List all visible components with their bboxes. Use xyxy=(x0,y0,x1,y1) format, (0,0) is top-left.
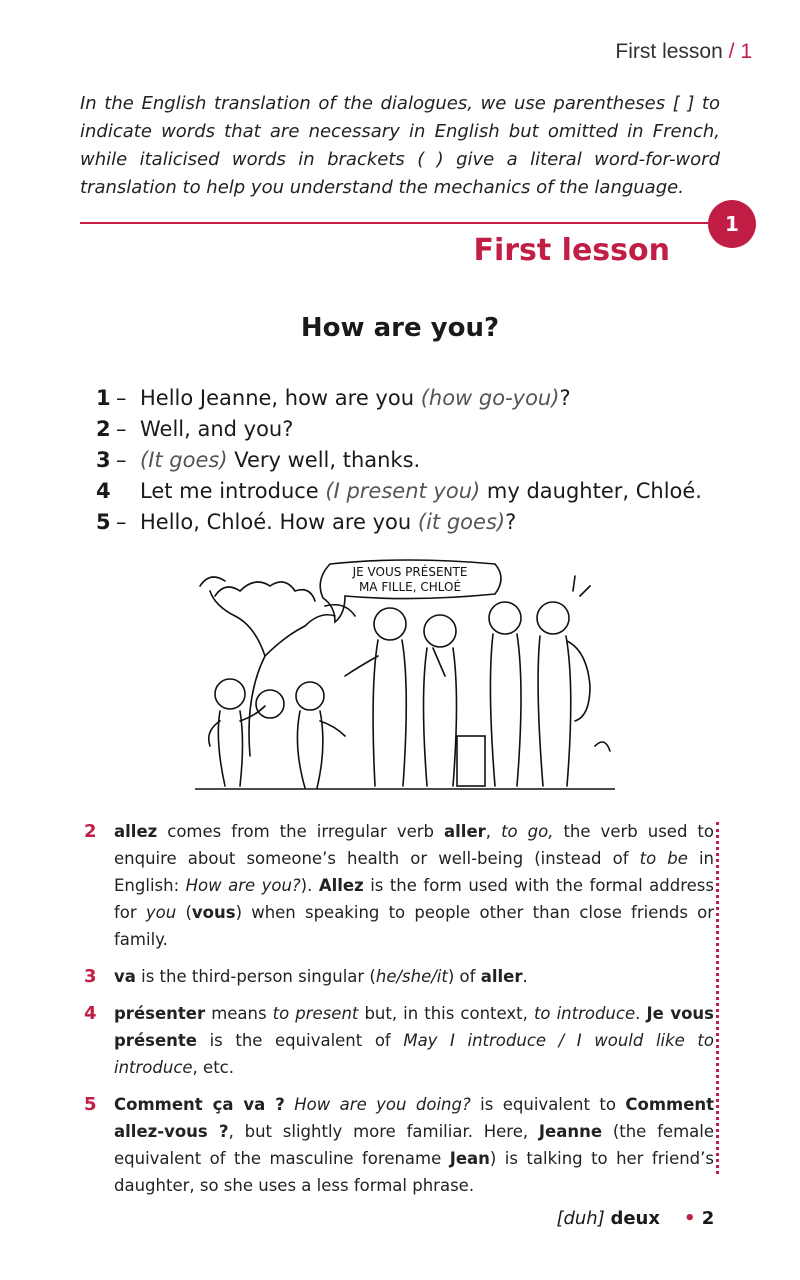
line-text: Very well, thanks. xyxy=(227,448,421,472)
section-rule xyxy=(80,222,720,224)
intro-paragraph: In the English translation of the dialogues, we use parentheses [ ] to indicate words that are necessary in English but omitted in French, while italicised words in brackets ( ) give a literal word-for-word translation to help you understand the mechanics of the language. xyxy=(80,93,720,198)
note-number: 4 xyxy=(84,1003,97,1024)
note-number: 5 xyxy=(84,1094,97,1115)
line-dash: – xyxy=(116,386,127,410)
footer-page xyxy=(684,1208,714,1229)
line-dash: – xyxy=(116,448,127,472)
literal-translation: (it goes) xyxy=(417,510,506,534)
dialogue-line xyxy=(96,445,736,476)
literal-translation: (I present you) xyxy=(325,479,481,503)
line-number: 1 xyxy=(96,386,111,410)
lesson-number-badge: 1 xyxy=(708,200,756,248)
line-number: 4 xyxy=(96,479,111,503)
bubble-line-1: JE VOUS PRÉSENTE xyxy=(352,565,468,579)
line-number: 5 xyxy=(96,510,111,534)
line-text: Let me introduce xyxy=(140,479,326,503)
dialogue-line xyxy=(96,414,736,445)
literal-translation: (It goes) xyxy=(140,448,228,472)
note-5: 5 Comment ça va ? How are you doing? is equivalent to Comment allez-vous ?, but slightly more familiar. Here, Jeanne (the female equivalent of the masculine forename Jean) is talking to her friend’s daughter, so she uses a less formal phrase. xyxy=(84,1091,714,1199)
footer-bullet: • xyxy=(684,1208,696,1229)
running-page-number: 1 xyxy=(740,40,752,63)
footer xyxy=(556,1208,660,1229)
note-3: 3 va is the third-person singular (he/she/it) of aller. xyxy=(84,963,714,990)
line-dash: – xyxy=(116,510,127,534)
lesson-title: First lesson xyxy=(473,233,670,268)
notes-dotted-rule xyxy=(716,822,719,1174)
bubble-line-2: MA FILLE, CHLOÉ xyxy=(358,580,462,594)
line-text-end: ? xyxy=(505,510,517,534)
adult-figure xyxy=(537,602,569,634)
running-head xyxy=(615,40,752,64)
note-number: 3 xyxy=(84,966,97,987)
note-4: 4 présenter means to present but, in this context, to introduce. Je vous présente is the equivalent of May I introduce / I would like to introduce, etc. xyxy=(84,1000,714,1081)
illustration xyxy=(195,556,615,796)
line-text: Well, and you? xyxy=(140,417,294,441)
dialogue-line xyxy=(96,476,736,507)
line-dash: – xyxy=(116,417,127,441)
footer-word: deux xyxy=(610,1208,660,1229)
child-figure xyxy=(215,679,245,709)
line-text-end: my daughter, Chloé. xyxy=(480,479,702,503)
footer-page-number: 2 xyxy=(701,1208,715,1229)
footer-pronunciation: [duh] xyxy=(556,1208,605,1229)
adult-figure xyxy=(424,615,456,647)
line-dash xyxy=(116,476,140,507)
dialogue-title: How are you? xyxy=(300,313,500,343)
line-text-end: ? xyxy=(559,386,571,410)
dialogue-line xyxy=(96,383,736,414)
running-title: First lesson xyxy=(615,40,723,63)
dialogue-line xyxy=(96,507,736,538)
child-figure xyxy=(296,682,324,710)
note-2: 2 allez comes from the irregular verb aller, to go, the verb used to enquire about someone’s health or well-being (instead of to be in English: How are you?). Allez is the form used with the formal address for you (vous) when speaking to people other than close friends or family. xyxy=(84,818,714,953)
line-number: 3 xyxy=(96,448,111,472)
line-text: Hello, Chloé. How are you xyxy=(140,510,418,534)
line-text: Hello Jeanne, how are you xyxy=(140,386,421,410)
running-slash: / xyxy=(728,40,735,63)
adult-figure xyxy=(374,608,406,640)
dialogue xyxy=(96,383,736,538)
adult-figure xyxy=(489,602,521,634)
notes xyxy=(84,818,714,1209)
tree-icon xyxy=(210,582,335,756)
line-number: 2 xyxy=(96,417,111,441)
literal-translation: (how go-you) xyxy=(420,386,560,410)
note-number: 2 xyxy=(84,821,97,842)
